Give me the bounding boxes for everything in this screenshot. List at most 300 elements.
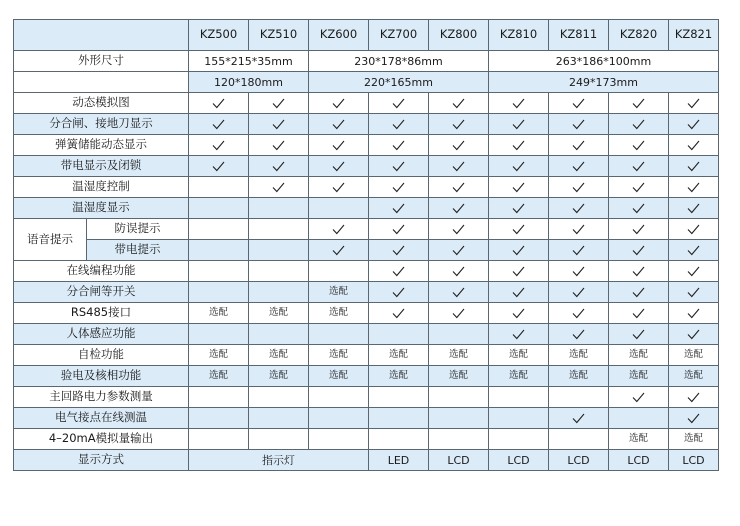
row-label: RS485接口: [14, 303, 189, 324]
check-cell: [669, 261, 719, 282]
empty-cell: [189, 240, 249, 261]
row-label: 主回路电力参数测量: [14, 387, 189, 408]
checkmark-icon: [687, 308, 700, 319]
checkmark-icon: [332, 140, 345, 151]
empty-cell: [429, 408, 489, 429]
checkmark-icon: [332, 224, 345, 235]
checkmark-icon: [572, 140, 585, 151]
checkmark-icon: [572, 413, 585, 424]
checkmark-icon: [512, 98, 525, 109]
table-row: [14, 408, 719, 429]
empty-cell: [249, 324, 309, 345]
check-cell: [369, 282, 429, 303]
dimension-value: 249*173mm: [489, 72, 719, 93]
check-cell: [609, 135, 669, 156]
empty-cell: [189, 219, 249, 240]
checkmark-icon: [392, 182, 405, 193]
check-cell: [549, 240, 609, 261]
checkmark-icon: [452, 308, 465, 319]
table-row: [14, 303, 719, 324]
check-cell: [609, 387, 669, 408]
check-cell: [369, 240, 429, 261]
table-row: [14, 240, 719, 261]
display-value: LCD: [669, 450, 719, 471]
row-label: 分合闸、接地刀显示: [14, 114, 189, 135]
model-header: KZ800: [429, 20, 489, 51]
checkmark-icon: [392, 98, 405, 109]
table-row: [14, 324, 719, 345]
check-cell: [489, 114, 549, 135]
table-row: [14, 198, 719, 219]
empty-cell: [429, 387, 489, 408]
empty-cell: [489, 387, 549, 408]
table-row: [14, 429, 719, 450]
table-row: [14, 156, 719, 177]
empty-cell: [249, 261, 309, 282]
checkmark-icon: [512, 203, 525, 214]
checkmark-icon: [572, 287, 585, 298]
dimension-value: 120*180mm: [189, 72, 309, 93]
check-cell: [669, 198, 719, 219]
check-cell: [189, 135, 249, 156]
table-row: [14, 261, 719, 282]
empty-cell: [249, 219, 309, 240]
empty-cell: [309, 324, 369, 345]
check-cell: [669, 282, 719, 303]
dimension-value: 220*165mm: [309, 72, 489, 93]
checkmark-icon: [687, 140, 700, 151]
optional-cell: 选配: [309, 303, 369, 324]
checkmark-icon: [212, 119, 225, 130]
check-cell: [549, 177, 609, 198]
checkmark-icon: [632, 392, 645, 403]
optional-cell: 选配: [309, 366, 369, 387]
check-cell: [189, 114, 249, 135]
check-cell: [369, 261, 429, 282]
check-cell: [549, 261, 609, 282]
row-label: 验电及核相功能: [14, 366, 189, 387]
optional-cell: 选配: [369, 366, 429, 387]
model-header: KZ821: [669, 20, 719, 51]
checkmark-icon: [572, 119, 585, 130]
optional-cell: 选配: [669, 345, 719, 366]
row-label: 动态模拟图: [14, 93, 189, 114]
table-row: [14, 387, 719, 408]
check-cell: [309, 177, 369, 198]
check-cell: [369, 219, 429, 240]
check-cell: [309, 240, 369, 261]
display-value: LED: [369, 450, 429, 471]
checkmark-icon: [512, 266, 525, 277]
optional-cell: 选配: [429, 366, 489, 387]
display-value: LCD: [549, 450, 609, 471]
checkmark-icon: [687, 98, 700, 109]
checkmark-icon: [687, 266, 700, 277]
checkmark-icon: [392, 119, 405, 130]
checkmark-icon: [392, 224, 405, 235]
check-cell: [549, 408, 609, 429]
checkmark-icon: [332, 245, 345, 256]
table-row: [14, 450, 719, 471]
optional-cell: 选配: [669, 429, 719, 450]
checkmark-icon: [332, 161, 345, 172]
empty-cell: [249, 429, 309, 450]
table-row: [14, 345, 719, 366]
table-row: [14, 72, 719, 93]
row-label: 弹簧储能动态显示: [14, 135, 189, 156]
row-label: 人体感应功能: [14, 324, 189, 345]
check-cell: [489, 240, 549, 261]
checkmark-icon: [572, 329, 585, 340]
spec-table: [13, 19, 719, 471]
check-cell: [489, 324, 549, 345]
check-cell: [549, 303, 609, 324]
table-row: [14, 114, 719, 135]
optional-cell: 选配: [489, 345, 549, 366]
checkmark-icon: [452, 266, 465, 277]
table-row: [14, 20, 719, 51]
model-header: KZ820: [609, 20, 669, 51]
checkmark-icon: [632, 140, 645, 151]
display-value: LCD: [609, 450, 669, 471]
model-header: KZ700: [369, 20, 429, 51]
optional-cell: 选配: [249, 345, 309, 366]
check-cell: [669, 114, 719, 135]
display-value: 指示灯: [189, 450, 369, 471]
checkmark-icon: [687, 287, 700, 298]
empty-cell: [309, 408, 369, 429]
table-row: [14, 366, 719, 387]
empty-cell: [249, 408, 309, 429]
check-cell: [549, 135, 609, 156]
row-label: 外形尺寸: [14, 51, 189, 72]
checkmark-icon: [512, 329, 525, 340]
table-row: [14, 219, 719, 240]
empty-cell: [249, 387, 309, 408]
checkmark-icon: [572, 308, 585, 319]
check-cell: [309, 93, 369, 114]
row-label: 4–20mA模拟量输出: [14, 429, 189, 450]
checkmark-icon: [212, 98, 225, 109]
optional-cell: 选配: [549, 345, 609, 366]
check-cell: [249, 135, 309, 156]
check-cell: [669, 156, 719, 177]
row-label: 带电显示及闭锁: [14, 156, 189, 177]
checkmark-icon: [687, 161, 700, 172]
check-cell: [489, 156, 549, 177]
check-cell: [549, 93, 609, 114]
checkmark-icon: [632, 308, 645, 319]
check-cell: [249, 114, 309, 135]
check-cell: [429, 177, 489, 198]
row-label: 显示方式: [14, 450, 189, 471]
checkmark-icon: [632, 182, 645, 193]
empty-cell: [549, 429, 609, 450]
table-row: [14, 135, 719, 156]
checkmark-icon: [452, 161, 465, 172]
optional-cell: 选配: [429, 345, 489, 366]
model-header: KZ510: [249, 20, 309, 51]
check-cell: [249, 177, 309, 198]
checkmark-icon: [512, 182, 525, 193]
check-cell: [549, 219, 609, 240]
check-cell: [609, 240, 669, 261]
check-cell: [369, 156, 429, 177]
empty-cell: [369, 387, 429, 408]
check-cell: [429, 282, 489, 303]
empty-cell: [309, 387, 369, 408]
checkmark-icon: [452, 119, 465, 130]
check-cell: [489, 261, 549, 282]
check-cell: [669, 135, 719, 156]
checkmark-icon: [272, 119, 285, 130]
checkmark-icon: [632, 161, 645, 172]
checkmark-icon: [687, 224, 700, 235]
checkmark-icon: [392, 161, 405, 172]
checkmark-icon: [512, 287, 525, 298]
dimension-value: 263*186*100mm: [489, 51, 719, 72]
check-cell: [429, 261, 489, 282]
row-label: 分合闸等开关: [14, 282, 189, 303]
checkmark-icon: [272, 182, 285, 193]
empty-cell: [369, 408, 429, 429]
check-cell: [669, 177, 719, 198]
check-cell: [189, 93, 249, 114]
empty-cell: [309, 261, 369, 282]
empty-cell: [609, 408, 669, 429]
check-cell: [429, 219, 489, 240]
checkmark-icon: [332, 182, 345, 193]
optional-cell: 选配: [249, 303, 309, 324]
empty-cell: [429, 324, 489, 345]
check-cell: [669, 93, 719, 114]
check-cell: [549, 198, 609, 219]
display-value: LCD: [489, 450, 549, 471]
empty-cell: [369, 429, 429, 450]
check-cell: [489, 177, 549, 198]
check-cell: [369, 198, 429, 219]
table-row: [14, 282, 719, 303]
checkmark-icon: [512, 308, 525, 319]
row-label: 温湿度控制: [14, 177, 189, 198]
row-label: 温湿度显示: [14, 198, 189, 219]
check-cell: [489, 198, 549, 219]
checkmark-icon: [572, 266, 585, 277]
checkmark-icon: [392, 140, 405, 151]
checkmark-icon: [632, 329, 645, 340]
check-cell: [429, 303, 489, 324]
checkmark-icon: [687, 203, 700, 214]
empty-cell: [189, 408, 249, 429]
empty-cell: [249, 282, 309, 303]
empty-cell: [189, 198, 249, 219]
check-cell: [489, 282, 549, 303]
check-cell: [309, 156, 369, 177]
empty-cell: [189, 429, 249, 450]
model-header: KZ811: [549, 20, 609, 51]
check-cell: [429, 156, 489, 177]
checkmark-icon: [687, 245, 700, 256]
check-cell: [549, 324, 609, 345]
check-cell: [429, 198, 489, 219]
checkmark-icon: [452, 140, 465, 151]
checkmark-icon: [272, 98, 285, 109]
check-cell: [609, 324, 669, 345]
row-label: 自检功能: [14, 345, 189, 366]
optional-cell: 选配: [549, 366, 609, 387]
check-cell: [309, 114, 369, 135]
check-cell: [669, 324, 719, 345]
checkmark-icon: [572, 203, 585, 214]
optional-cell: 选配: [189, 303, 249, 324]
optional-cell: 选配: [309, 282, 369, 303]
empty-cell: [189, 261, 249, 282]
row-label: [14, 72, 189, 93]
optional-cell: 选配: [249, 366, 309, 387]
check-cell: [489, 135, 549, 156]
checkmark-icon: [452, 98, 465, 109]
table-row: [14, 93, 719, 114]
check-cell: [609, 261, 669, 282]
empty-cell: [189, 177, 249, 198]
empty-cell: [549, 387, 609, 408]
checkmark-icon: [392, 287, 405, 298]
checkmark-icon: [452, 203, 465, 214]
check-cell: [609, 219, 669, 240]
checkmark-icon: [452, 287, 465, 298]
checkmark-icon: [572, 161, 585, 172]
empty-cell: [429, 429, 489, 450]
check-cell: [249, 93, 309, 114]
checkmark-icon: [572, 98, 585, 109]
check-cell: [549, 282, 609, 303]
optional-cell: 选配: [189, 345, 249, 366]
model-header: KZ500: [189, 20, 249, 51]
voice-group-label: 语音提示: [14, 219, 87, 261]
check-cell: [609, 282, 669, 303]
model-header: KZ600: [309, 20, 369, 51]
checkmark-icon: [687, 182, 700, 193]
check-cell: [309, 219, 369, 240]
check-cell: [549, 114, 609, 135]
optional-cell: 选配: [609, 366, 669, 387]
check-cell: [249, 156, 309, 177]
check-cell: [609, 303, 669, 324]
checkmark-icon: [332, 119, 345, 130]
check-cell: [369, 303, 429, 324]
check-cell: [489, 303, 549, 324]
checkmark-icon: [512, 161, 525, 172]
empty-cell: [369, 324, 429, 345]
dimension-value: 155*215*35mm: [189, 51, 309, 72]
checkmark-icon: [632, 245, 645, 256]
empty-cell: [189, 282, 249, 303]
empty-cell: [249, 198, 309, 219]
check-cell: [369, 93, 429, 114]
checkmark-icon: [452, 224, 465, 235]
check-cell: [369, 177, 429, 198]
optional-cell: 选配: [309, 345, 369, 366]
check-cell: [609, 114, 669, 135]
checkmark-icon: [632, 266, 645, 277]
empty-cell: [249, 240, 309, 261]
checkmark-icon: [632, 224, 645, 235]
check-cell: [609, 156, 669, 177]
checkmark-icon: [632, 98, 645, 109]
checkmark-icon: [272, 140, 285, 151]
check-cell: [669, 240, 719, 261]
optional-cell: 选配: [369, 345, 429, 366]
checkmark-icon: [687, 329, 700, 340]
check-cell: [429, 240, 489, 261]
checkmark-icon: [392, 308, 405, 319]
check-cell: [429, 135, 489, 156]
check-cell: [189, 156, 249, 177]
check-cell: [369, 114, 429, 135]
dimension-value: 230*178*86mm: [309, 51, 489, 72]
header-corner-cell: [14, 20, 189, 51]
empty-cell: [489, 408, 549, 429]
row-label: 防误提示: [87, 219, 189, 240]
check-cell: [549, 156, 609, 177]
checkmark-icon: [572, 182, 585, 193]
checkmark-icon: [632, 203, 645, 214]
checkmark-icon: [687, 413, 700, 424]
display-value: LCD: [429, 450, 489, 471]
check-cell: [609, 198, 669, 219]
check-cell: [429, 114, 489, 135]
optional-cell: 选配: [669, 366, 719, 387]
table-row: [14, 177, 719, 198]
checkmark-icon: [687, 392, 700, 403]
check-cell: [669, 387, 719, 408]
checkmark-icon: [512, 119, 525, 130]
checkmark-icon: [392, 203, 405, 214]
checkmark-icon: [512, 140, 525, 151]
checkmark-icon: [452, 245, 465, 256]
empty-cell: [189, 324, 249, 345]
checkmark-icon: [272, 161, 285, 172]
checkmark-icon: [392, 266, 405, 277]
optional-cell: 选配: [609, 429, 669, 450]
check-cell: [489, 219, 549, 240]
check-cell: [609, 177, 669, 198]
checkmark-icon: [212, 161, 225, 172]
check-cell: [669, 303, 719, 324]
check-cell: [369, 135, 429, 156]
optional-cell: 选配: [609, 345, 669, 366]
optional-cell: 选配: [189, 366, 249, 387]
check-cell: [609, 93, 669, 114]
checkmark-icon: [687, 119, 700, 130]
table-row: [14, 51, 719, 72]
empty-cell: [309, 198, 369, 219]
row-label: 带电提示: [87, 240, 189, 261]
checkmark-icon: [452, 182, 465, 193]
checkmark-icon: [632, 287, 645, 298]
check-cell: [429, 93, 489, 114]
checkmark-icon: [392, 245, 405, 256]
checkmark-icon: [572, 224, 585, 235]
checkmark-icon: [572, 245, 585, 256]
row-label: 电气接点在线测温: [14, 408, 189, 429]
check-cell: [309, 135, 369, 156]
optional-cell: 选配: [489, 366, 549, 387]
check-cell: [669, 219, 719, 240]
empty-cell: [489, 429, 549, 450]
check-cell: [669, 408, 719, 429]
row-label: 在线编程功能: [14, 261, 189, 282]
